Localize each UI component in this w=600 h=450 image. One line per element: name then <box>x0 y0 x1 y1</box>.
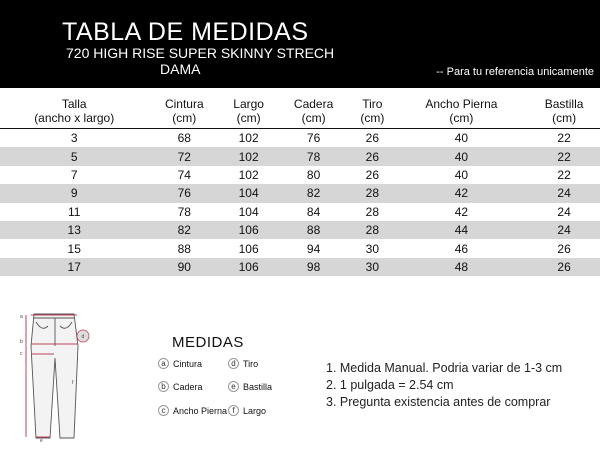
table-cell: 26 <box>557 241 571 256</box>
legend-item-tiro: d Tiro <box>228 358 258 369</box>
table-cell: 76 <box>306 131 321 146</box>
table-cell: 3 <box>70 131 78 146</box>
letter-b-icon: b <box>158 381 169 392</box>
table-cell: 104 <box>238 204 259 219</box>
table-cell: 102 <box>238 131 259 146</box>
table-row <box>0 221 600 239</box>
header-banner <box>0 0 600 88</box>
table-cell: 76 <box>148 184 220 202</box>
diagram-letter-b: b <box>20 339 23 345</box>
table-cell: 78 <box>177 204 191 219</box>
table-cell: 26 <box>365 167 380 182</box>
table-cell: 11 <box>67 204 81 219</box>
notes-list <box>326 360 562 411</box>
note-item: 1. Medida Manual. Podria variar de 1-3 cm <box>326 361 563 375</box>
table-cell: 74 <box>177 167 191 182</box>
table-cell: 102 <box>238 167 259 182</box>
letter-e-icon: e <box>228 381 239 392</box>
page-title: TABLA DE MEDIDAS <box>62 18 309 46</box>
table-cell: 26 <box>528 258 600 276</box>
letter-f-icon: f <box>228 405 239 416</box>
column-header-ancho-pierna: Ancho Pierna (cm) <box>425 97 498 125</box>
note-item: 3. Pregunta existencia antes de comprar <box>326 395 551 409</box>
table-cell: 102 <box>220 147 277 165</box>
legend-item-bastilla: e Bastilla <box>228 381 272 392</box>
table-row <box>0 203 600 221</box>
table-cell: 48 <box>395 258 529 276</box>
legend-item-cintura: a Cintura <box>158 358 202 369</box>
table-cell: 42 <box>395 184 529 202</box>
table-cell: 24 <box>557 204 571 219</box>
table-cell: 13 <box>0 221 148 239</box>
table-cell: 82 <box>148 221 220 239</box>
table-cell: 82 <box>277 184 350 202</box>
diagram-letter-f: f <box>72 380 74 386</box>
column-header-cadera: Cadera (cm) <box>293 97 334 125</box>
diagram-letter-a: a <box>20 314 23 320</box>
column-header-cintura: Cintura (cm) <box>164 97 204 125</box>
table-cell: 24 <box>528 184 600 202</box>
table-row <box>0 184 600 202</box>
table-body <box>0 129 600 276</box>
table-row <box>0 129 600 147</box>
legend-item-ancho-pierna: c Ancho Pierna <box>158 405 227 416</box>
product-subtitle: 720 HIGH RISE SUPER SKINNY STRECH <box>66 45 335 61</box>
table-cell: 88 <box>277 221 350 239</box>
table-cell: 15 <box>67 241 81 256</box>
letter-a-icon: a <box>158 358 169 369</box>
table-row <box>0 147 600 165</box>
size-table <box>0 94 600 276</box>
table-row <box>0 258 600 276</box>
table-cell: 106 <box>220 221 277 239</box>
table-cell: 30 <box>350 258 395 276</box>
table-cell: 28 <box>365 204 380 219</box>
table-cell: 22 <box>557 167 571 182</box>
diagram-letter-e: e <box>40 438 43 444</box>
table-cell: 68 <box>177 131 191 146</box>
column-header-tiro: Tiro (cm) <box>360 97 385 125</box>
letter-d-icon: d <box>228 358 239 369</box>
reference-note: -- Para tu referencia unicamente <box>436 66 594 78</box>
diagram-letter-d: d <box>81 334 85 340</box>
table-cell: 40 <box>454 131 469 146</box>
table-cell: 5 <box>0 147 148 165</box>
legend-item-largo: f Largo <box>228 405 266 416</box>
table-cell: 94 <box>306 241 321 256</box>
table-header-row <box>0 94 600 128</box>
table-cell: 78 <box>277 147 350 165</box>
product-gender: DAMA <box>160 61 201 77</box>
table-cell: 88 <box>177 241 191 256</box>
table-cell: 106 <box>220 258 277 276</box>
table-cell: 84 <box>306 204 321 219</box>
table-cell: 72 <box>148 147 220 165</box>
table-cell: 106 <box>238 241 259 256</box>
table-cell: 46 <box>454 241 469 256</box>
table-cell: 22 <box>528 147 600 165</box>
table-cell: 26 <box>365 131 380 146</box>
table-row <box>0 239 600 257</box>
table-cell: 30 <box>365 241 380 256</box>
table-cell: 22 <box>557 131 571 146</box>
table-cell: 40 <box>454 167 469 182</box>
column-header-largo: Largo (cm) <box>233 97 264 125</box>
column-header-bastilla: Bastilla (cm) <box>544 97 584 125</box>
pants-diagram <box>12 306 102 446</box>
table-cell: 80 <box>306 167 321 182</box>
table-cell: 90 <box>148 258 220 276</box>
table-cell: 7 <box>70 167 78 182</box>
table-cell: 40 <box>395 147 529 165</box>
table-cell: 17 <box>0 258 148 276</box>
legend-title: MEDIDAS <box>172 334 244 351</box>
table-cell: 42 <box>454 204 469 219</box>
table-cell: 24 <box>528 221 600 239</box>
table-row <box>0 166 600 184</box>
table-cell: 44 <box>395 221 529 239</box>
note-item: 2. 1 pulgada = 2.54 cm <box>326 378 454 392</box>
table-cell: 28 <box>350 221 395 239</box>
table-cell: 104 <box>220 184 277 202</box>
letter-c-icon: c <box>158 405 169 416</box>
table-cell: 28 <box>350 184 395 202</box>
diagram-letter-c: c <box>20 351 23 357</box>
legend-item-cadera: b Cadera <box>158 381 203 392</box>
column-header-talla: Talla (ancho x largo) <box>34 97 115 125</box>
table-cell: 98 <box>277 258 350 276</box>
table-cell: 26 <box>350 147 395 165</box>
table-cell: 9 <box>0 184 148 202</box>
